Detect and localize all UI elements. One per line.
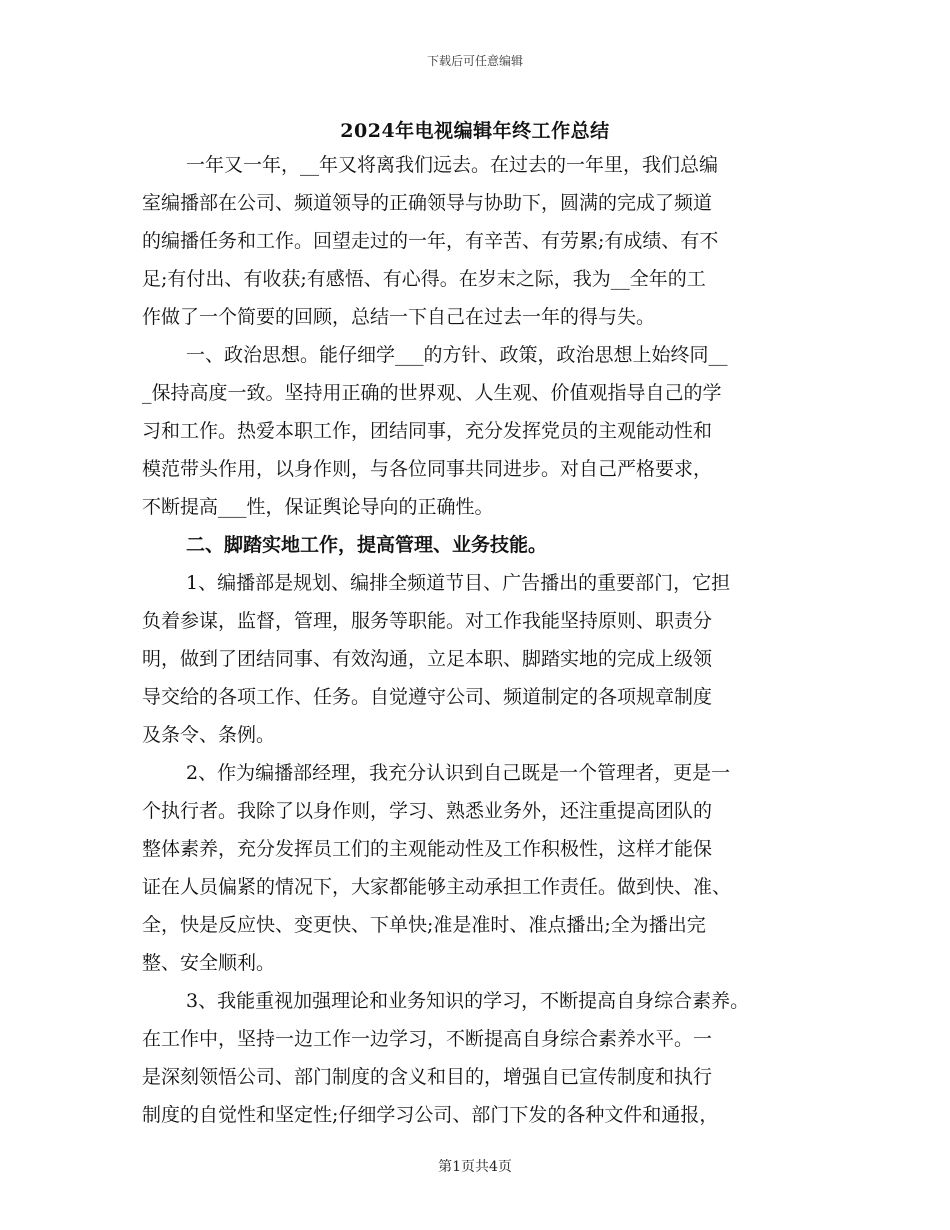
text-line: _保持高度一致。坚持用正确的世界观、人生观、价值观指导自己的学: [142, 382, 722, 404]
text-line: 足;有付出、有收获;有感悟、有心得。在岁末之际，我为__全年的工: [142, 268, 706, 290]
page-number: 第1页共4页: [438, 1159, 512, 1175]
text-line: 的编播任务和工作。回望走过的一年，有辛苦、有劳累;有成绩、有不: [142, 230, 719, 252]
text-line: 模范带头作用，以身作则，与各位同事共同进步。对自己严格要求，: [142, 458, 713, 480]
text-line: 证在人员偏紧的情况下，大家都能够主动承担工作责任。做到快、准、: [142, 876, 732, 898]
text-line: 整、安全顺利。: [142, 952, 276, 974]
text-line: 导交给的各项工作、任务。自觉遵守公司、频道制定的各项规章制度: [142, 686, 713, 708]
text-line: 不断提高___性，保证舆论导向的正确性。: [142, 496, 494, 518]
document-title: 2024年电视编辑年终工作总结: [340, 120, 610, 142]
text-line: 制度的自觉性和坚定性;仔细学习公司、部门下发的各种文件和通报，: [142, 1104, 719, 1126]
text-line: 2、作为编播部经理，我充分认识到自己既是一个管理者，更是一: [186, 762, 731, 784]
text-line: 在工作中，坚持一边工作一边学习，不断提高自身综合素养水平。一: [142, 1028, 713, 1050]
text-line: 1、编播部是规划、编排全频道节目、广告播出的重要部门，它担: [186, 572, 731, 594]
text-line: 负着参谋，监督，管理，服务等职能。对工作我能坚持原则、职责分: [142, 610, 713, 632]
header-note: 下载后可任意编辑: [426, 54, 523, 68]
text-line: 室编播部在公司、频道领导的正确领导与协助下，圆满的完成了频道: [142, 192, 713, 214]
section-heading: 二、脚踏实地工作，提高管理、业务技能。: [186, 534, 548, 556]
text-line: 习和工作。热爱本职工作，团结同事，充分发挥党员的主观能动性和: [142, 420, 713, 442]
text-line: 作做了一个简要的回顾，总结一下自己在过去一年的得与失。: [142, 306, 656, 328]
document-body: [142, 146, 822, 1134]
text-line: 及条令、条例。: [142, 724, 276, 746]
text-line: 个执行者。我除了以身作则，学习、熟悉业务外，还注重提高团队的: [142, 800, 713, 822]
text-line: 是深刻领悟公司、部门制度的含义和目的，增强自已宣传制度和执行: [142, 1066, 713, 1088]
text-line: 3、我能重视加强理论和业务知识的学习，不断提高自身综合素养。: [186, 990, 750, 1012]
text-line: 整体素养，充分发挥员工们的主观能动性及工作积极性，这样才能保: [142, 838, 713, 860]
text-line: 一年又一年，__年又将离我们远去。在过去的一年里，我们总编: [186, 154, 719, 176]
text-line: 全，快是反应快、变更快、下单快;准是准时、准点播出;全为播出完: [142, 914, 706, 936]
text-line: 一、政治思想。能仔细学___的方针、政策，政治思想上始终同__: [186, 344, 728, 366]
text-line: 明，做到了团结同事、有效沟通，立足本职、脚踏实地的完成上级领: [142, 648, 713, 670]
